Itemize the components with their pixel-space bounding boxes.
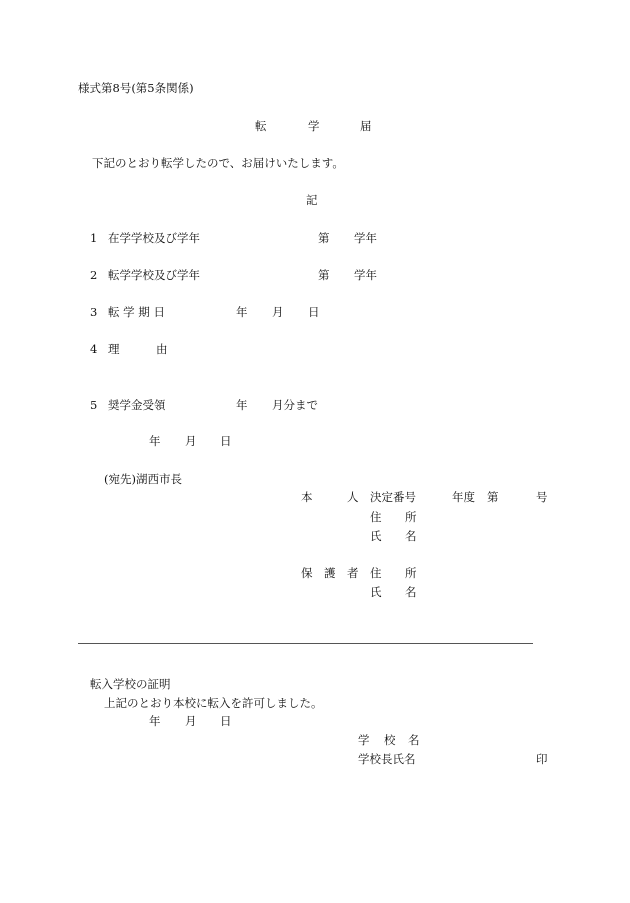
title-char-2: 学	[308, 119, 320, 133]
hogosha-label-2: 護	[324, 566, 336, 580]
kettei-go: 号	[536, 490, 548, 504]
item-3-nen: 年	[236, 305, 248, 319]
cert-text: 上記のとおり本校に転入を許可しました。	[104, 696, 323, 710]
title-char-1: 転	[255, 119, 267, 133]
item-3-hi: 日	[308, 305, 320, 319]
item-5-number: 5	[90, 398, 98, 412]
item-3-label: 転 学 期 日	[108, 305, 165, 319]
hogosha-label-1: 保	[301, 566, 313, 580]
date-hi: 日	[220, 434, 232, 448]
hogosha-shimei-2: 名	[405, 585, 417, 599]
hogosha-jusho-1: 住	[370, 566, 382, 580]
item-4-number: 4	[90, 342, 98, 356]
kettei-bango-label: 決定番号	[370, 490, 416, 504]
item-5-nen: 年	[236, 398, 248, 412]
intro-text: 下記のとおり転学したので、お届けいたします。	[92, 156, 344, 170]
hogosha-shimei-1: 氏	[370, 585, 382, 599]
item-2-dai: 第	[318, 268, 330, 282]
cert-heading: 転入学校の証明	[90, 677, 171, 691]
title-char-3: 届	[360, 119, 372, 133]
item-1-dai: 第	[318, 231, 330, 245]
item-4-label-1: 理	[108, 342, 120, 356]
cert-date-hi: 日	[220, 714, 232, 728]
nendo-label: 年度	[452, 490, 475, 504]
school-name-label-3: 名	[408, 733, 420, 747]
item-2-gakunen: 学年	[354, 268, 377, 282]
item-3-number: 3	[90, 305, 98, 319]
cert-date-tsuki: 月	[185, 714, 197, 728]
item-5-tsuki: 月分まで	[272, 398, 318, 412]
date-tsuki: 月	[185, 434, 197, 448]
item-2-number: 2	[90, 268, 98, 282]
item-2-label: 転学学校及び学年	[108, 268, 200, 282]
honnin-shimei-1: 氏	[370, 529, 382, 543]
honnin-label-2: 人	[347, 490, 359, 504]
section-divider	[78, 643, 533, 644]
date-nen: 年	[149, 434, 161, 448]
honnin-jusho-1: 住	[370, 510, 382, 524]
principal-name-label: 学校長氏名	[358, 752, 416, 766]
item-4-label-2: 由	[156, 342, 168, 356]
item-1-label: 在学学校及び学年	[108, 231, 200, 245]
honnin-label-1: 本	[301, 490, 313, 504]
item-1-gakunen: 学年	[354, 231, 377, 245]
ki-heading: 記	[306, 193, 318, 207]
item-5-label: 奨学金受領	[108, 398, 166, 412]
item-3-tsuki: 月	[272, 305, 284, 319]
form-number: 様式第8号(第5条関係)	[78, 81, 194, 95]
hogosha-label-3: 者	[347, 566, 359, 580]
school-name-label-1: 学	[358, 733, 370, 747]
seal-mark: 印	[536, 752, 548, 766]
kettei-dai: 第	[487, 490, 499, 504]
cert-date-nen: 年	[149, 714, 161, 728]
addressee: (宛先)湖西市長	[104, 472, 182, 486]
honnin-shimei-2: 名	[405, 529, 417, 543]
school-name-label-2: 校	[384, 733, 396, 747]
honnin-jusho-2: 所	[405, 510, 417, 524]
item-1-number: 1	[90, 231, 98, 245]
hogosha-jusho-2: 所	[405, 566, 417, 580]
